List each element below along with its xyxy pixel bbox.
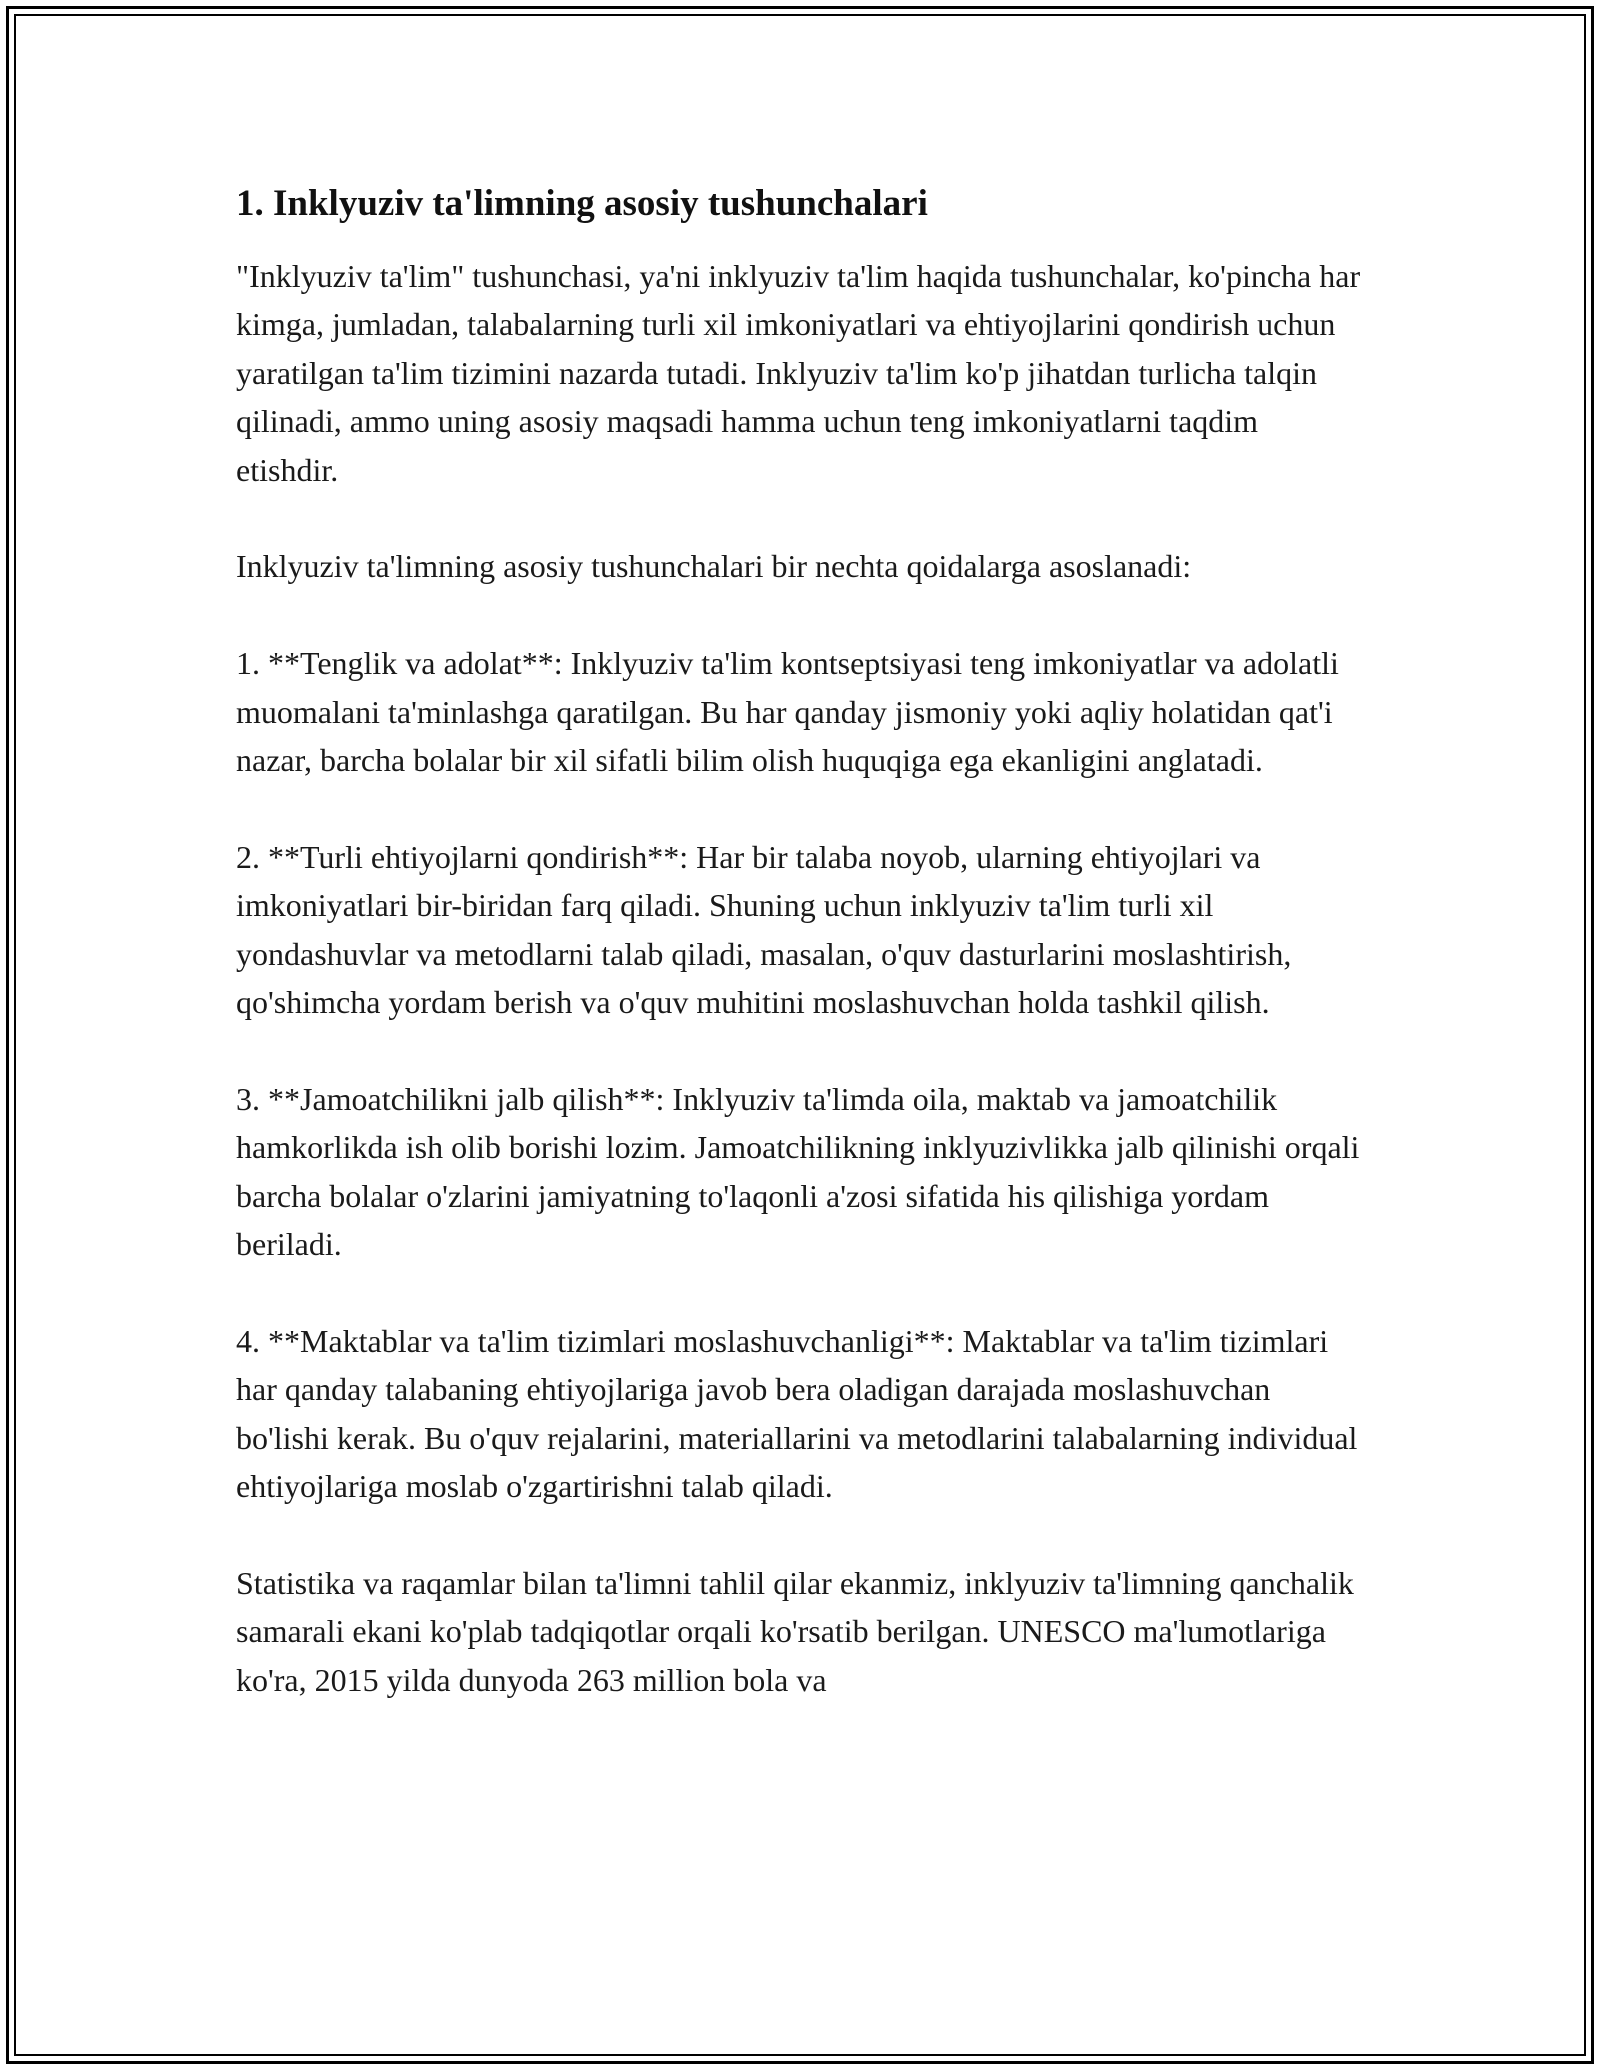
- paragraph-statistics: Statistika va raqamlar bilan ta'limni tahlil qilar ekanmiz, inklyuziv ta'limning qanchalik samarali ekani ko'plab tadqiqotlar orqali ko'rsatib berilgan. UNESCO ma'lumotlariga ko'ra, 2015 yilda dunyoda 263 million bola va: [236, 1564, 1354, 1698]
- paragraph-principles-lead: Inklyuziv ta'limning asosiy tushunchalari bir nechta qoidalarga asoslanadi:: [236, 548, 1192, 585]
- paragraph-principle-community: 3. **Jamoatchilikni jalb qilish**: Inklyuziv ta'limda oila, maktab va jamoatchilik hamkorlikda ish olib borishi lozim. Jamoatchilikning inklyuzivlikka jalb qilinishi orqali barcha bolalar o'zlarini jamiyatning to'laqonli a'zosi sifatida his qilishiga yordam beriladi.: [236, 1080, 1360, 1263]
- paragraph-intro: "Inklyuziv ta'lim" tushunchasi, ya'ni inklyuziv ta'lim haqida tushunchalar, ko'pincha har kimga, jumladan, talabalarning turli xil imkoniyatlari va ehtiyojlarini qondirish uchun yaratilgan ta'lim tizimini nazarda tutadi. Inklyuziv ta'lim ko'p jihatdan turlicha talqin qilinadi, ammo uning asosiy maqsadi hamma uchun teng imkoniyatlarni taqdim etishdir.: [236, 258, 1361, 488]
- paragraph-principle-equality: 1. **Tenglik va adolat**: Inklyuziv ta'lim kontseptsiyasi teng imkoniyatlar va adolatli muomalani ta'minlashga qaratilgan. Bu har qanday jismoniy yoki aqliy holatidan qat'i nazar, barcha bolalar bir xil sifatli bilim olish huquqiga ega ekanligini anglatadi.: [236, 645, 1339, 779]
- document-body: [236, 180, 1366, 1704]
- paragraph-principle-flexibility: 4. **Maktablar va ta'lim tizimlari moslashuvchanligi**: Maktablar va ta'lim tizimlari har qanday talabaning ehtiyojlariga javob bera oladigan darajada moslashuvchan bo'lishi kerak. Bu o'quv rejalarini, materiallarini va metodlarini talabalarning individual ehtiyojlariga moslab o'zgartirishni talab qiladi.: [236, 1322, 1358, 1505]
- section-heading: 1. Inklyuziv ta'limning asosiy tushunchalari: [236, 183, 928, 224]
- paragraph-principle-diverse-needs: 2. **Turli ehtiyojlarni qondirish**: Har bir talaba noyob, ularning ehtiyojlari va imkoniyatlari bir-biridan farq qiladi. Shuning uchun inklyuziv ta'lim turli xil yondashuvlar va metodlarni talab qiladi, masalan, o'quv dasturlarini moslashtirish, qo'shimcha yordam berish va o'quv muhitini moslashuvchan holda tashkil qilish.: [236, 838, 1292, 1021]
